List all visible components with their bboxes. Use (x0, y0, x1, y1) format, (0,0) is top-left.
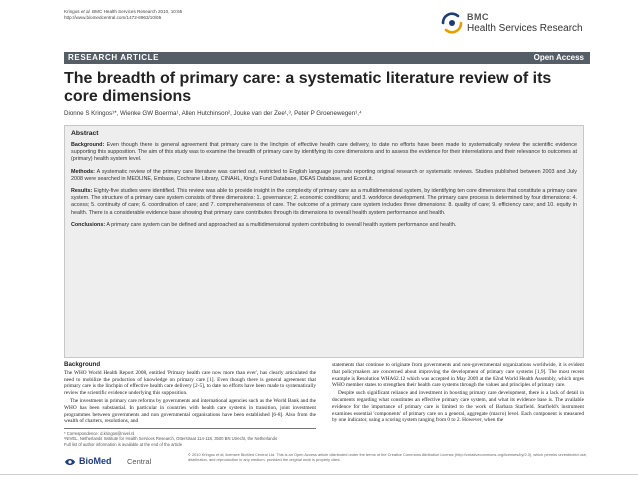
citation-url[interactable]: http://www.biomedcentral.com/1472-6963/10/65 (64, 15, 162, 20)
article-type-label: RESEARCH ARTICLE (68, 53, 160, 62)
body-paragraph: The WHO World Health Report 2008, entitled 'Primary health care now more than ever', has clearly articulated the need to mobilize the production of knowledge on primary care [1]. Even though there is general agreement that primary care is the linchpin of effective health care delivery [2-5], to date no efforts have been made to systematically review the scientific evidence underlying this supposition. (64, 369, 316, 397)
body-paragraph: The investment in primary care reforms by governments and international agencies such as the World Bank and the WHO has been substantial. In particular in countries with health care systems in transition, joint investment programmes between governments and non governmental organisations have been established [6-8]. Also from the wealth of charters, resolutions, and (64, 397, 316, 425)
body-paragraph: Despite such significant reliance and investment in boosting primary care development, there is a lack of detail in documents regarding what constitutes an effective primary care system, and what its evidence base is. The available evidence for the importance of primary care is limited to the work of Barbara Starfield. Starfield's instrument examines essential 'components' of primary care on a general, aggregate (macro) level. Each component is measured by one indicator, using a scoring system ranging from 0 to 2. However, when the (332, 390, 584, 424)
publisher-name-1: BioMed (79, 456, 112, 466)
journal-logo (440, 9, 590, 43)
abstract-methods: Methods: A systematic review of the primary care literature was carried out, restricted to English language journals reporting original research or systematic reviews. Studies published between 2003 and July 2008 were searched in MEDLINE, Embase, Cochrane Library, CINAHL, King's Fund Database, IDEAS Database, and EconLit. (71, 168, 577, 182)
footnotes (64, 428, 316, 447)
abstract-results: Results: Eighty-five studies were identified. This review was able to provide insight in the complexity of primary care as a multidimensional system, by identifying ten core dimensions that constitute a primary care system. The structure of a primary care system consists of three dimensions: 1. governance; 2. economic conditions; and 3. workforce development. The primary care process is determined by four dimensions: 4. access; 5. continuity of care; 6. coordination of care; and 7. comprehensiveness of care. The outcome of a primary care system includes three dimensions: 8. quality of care; 9. efficiency care; and 10. equity in health. There is a considerable evidence base showing that primary care contributes through its dimensions to overall health system performance and health. (71, 188, 577, 216)
author-info-note: Full list of author information is available at the end of the article (64, 441, 183, 447)
article-type-banner (64, 52, 590, 64)
body-column-left (64, 362, 316, 426)
citation-line-1: Kringos et al. BMC Health Services Research 2010, 10:65 (64, 9, 183, 14)
publisher-name-2: Central (127, 457, 152, 466)
page-divider (0, 474, 638, 475)
correspondence-note: * Correspondence: d.kringos@nivel.nl (64, 431, 135, 436)
author-list: Dionne S Kringos¹*, Wienke GW Boerma¹, Allen Hutchinson², Jouke van der Zee¹,³, Peter P Groenewegen¹,⁴ (64, 110, 362, 117)
section-heading-background: Background (64, 361, 101, 368)
logo-bmc-text: BMC (467, 12, 489, 22)
body-column-right (332, 362, 584, 425)
bmc-logo-icon (440, 11, 464, 35)
article-title: The breadth of primary care: a systematic literature review of its core dimensions (64, 70, 552, 105)
abstract-conclusions: Conclusions: A primary care system can be defined and approached as a multidimensional system contributing to overall health system performance and health. (71, 221, 457, 228)
body-paragraph: statements that continue to originate from governments and non-governmental organizations worldwide, it is evident that policymakers are concerned about improving the development of primary care systems [1,9]. The most recent example is Resolution WHA62.12 which was accepted in May 2009 at the 62nd World Health Assembly, which urges WHO member states to strengthen their health care systems through the values and principles of primary care. (332, 362, 584, 389)
publisher-logo (64, 456, 174, 468)
license-text: © 2010 Kringos et al; licensee BioMed Central Ltd. This is an Open Access article distributed under the terms of the Creative Commons Attribution License (http://creativecommons.org/licenses/by/2.0), which permits unrestricted use, distribution, and reproduction in any medium, provided the original work is properly cited. (188, 452, 587, 462)
biomed-central-logo-icon (64, 457, 76, 467)
abstract-box (64, 125, 584, 358)
abstract-background: Background: Even though there is general agreement that primary care is the linchpin of effective health care delivery, to date no efforts have been made to systematically review the scientific evidence supporting this supposition. The aim of this study was to examine the breadth of primary care by identifying its core dimensions and to assess the evidence for their interrelations and their relevance to outcomes at (primary) health system level. (71, 142, 577, 163)
abstract-heading: Abstract (71, 130, 99, 137)
citation-header (64, 9, 182, 21)
logo-journal-name: Health Services Research (467, 23, 583, 34)
affiliation-note: ¹NIVEL, Netherlands Institute for Health Services Research, Otterstraat 114-118, 3500 BN Utrecht, the Netherlands (64, 436, 278, 442)
open-access-label: Open Access (533, 53, 584, 62)
